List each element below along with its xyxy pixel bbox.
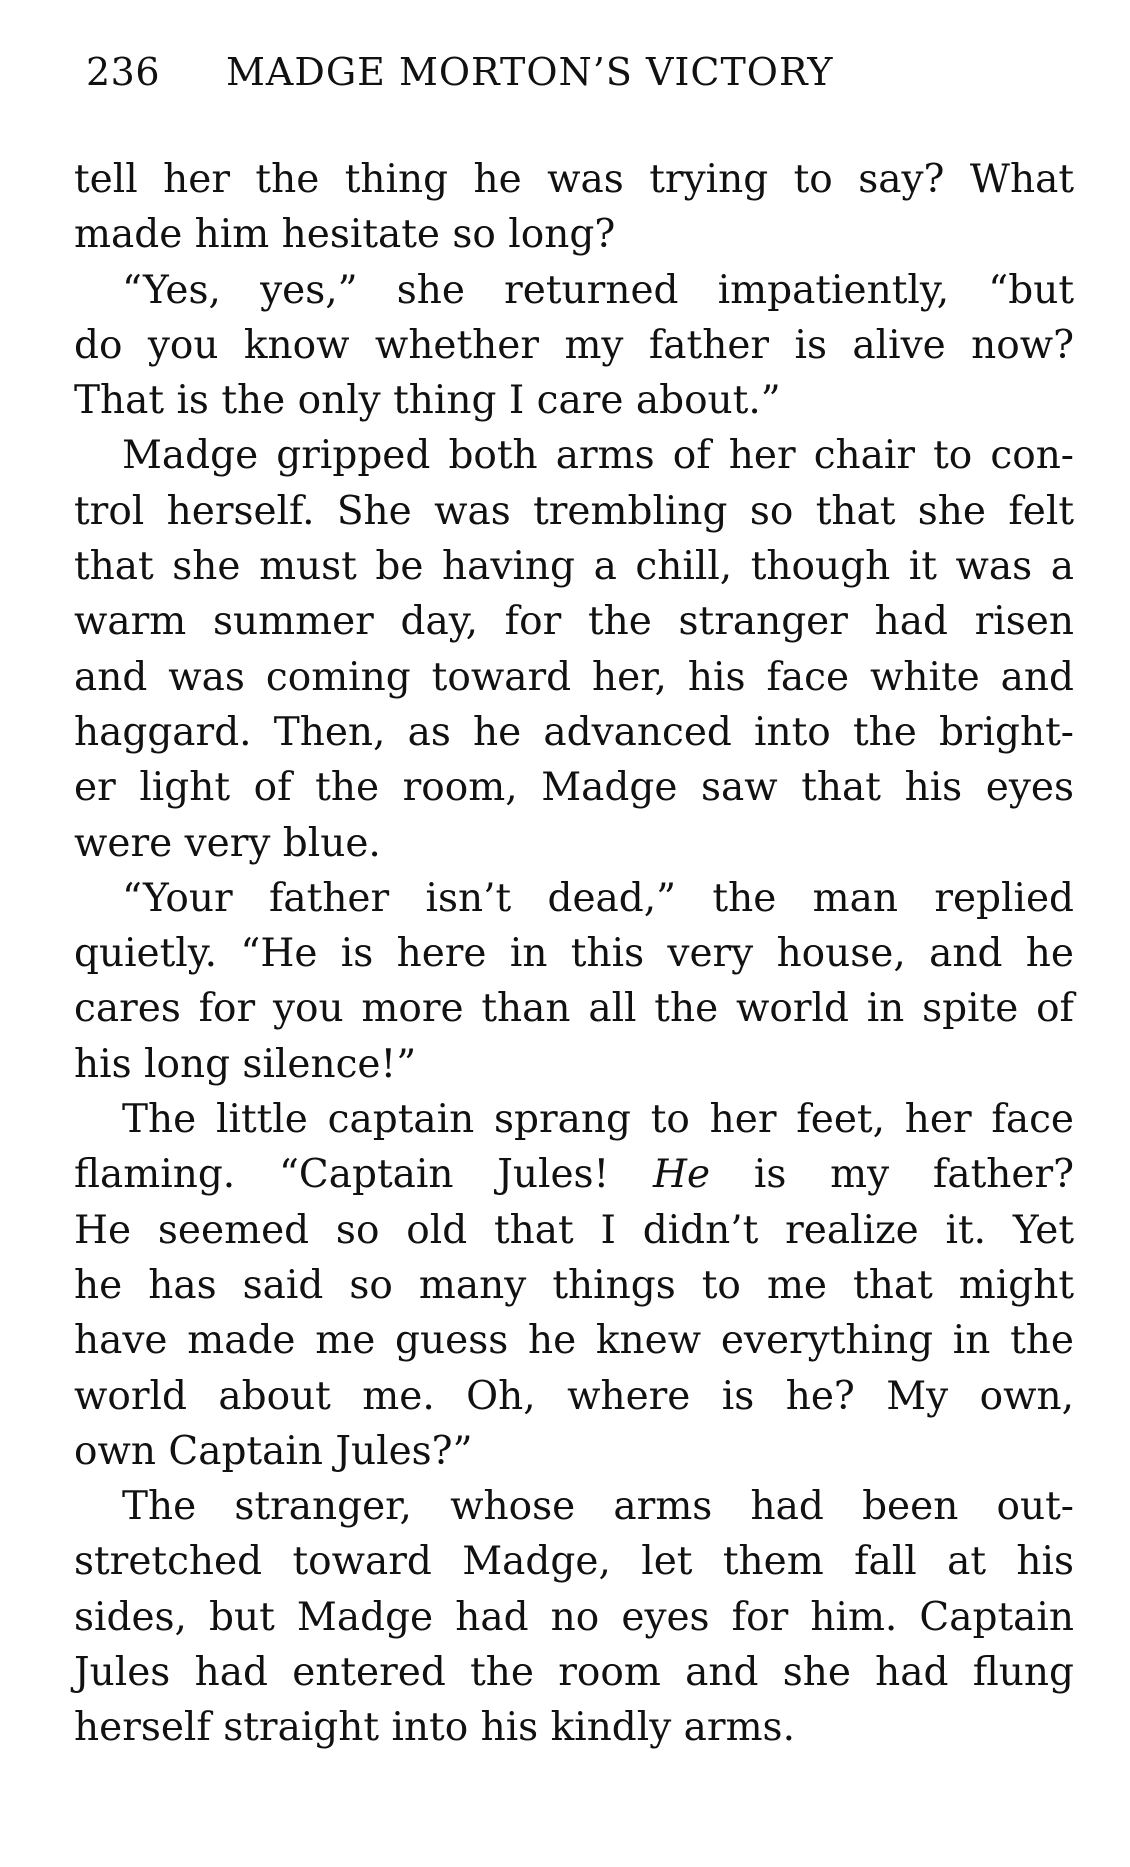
text-line: that she must be having a chill, though it was a (74, 544, 1074, 590)
text-line: “Yes, yes,” she returned impatiently, “but (122, 267, 1074, 313)
text-segment: is my father? (753, 1152, 1074, 1198)
text-segment: flaming. “Captain Jules! (74, 1152, 610, 1198)
text-line: The stranger, whose arms had been out- (122, 1484, 1074, 1530)
text-line: That is the only thing I care about.” (74, 378, 781, 424)
text-line: stretched toward Madge, let them fall at his (74, 1539, 1074, 1585)
text-line: world about me. Oh, where is he? My own, (74, 1373, 1074, 1419)
text-line: er light of the room, Madge saw that his eyes (74, 765, 1074, 811)
text-line: trol herself. She was trembling so that she felt (74, 488, 1074, 534)
text-line: and was coming toward her, his face white and (74, 654, 1074, 700)
text-line: were very blue. (74, 820, 381, 866)
text-line: have made me guess he knew everything in the (74, 1318, 1074, 1364)
text-line: own Captain Jules?” (74, 1428, 473, 1474)
text-line: cares for you more than all the world in spite of (74, 986, 1074, 1032)
text-line: he has said so many things to me that might (74, 1262, 1074, 1308)
text-line: sides, but Madge had no eyes for him. Captain (74, 1594, 1074, 1640)
page-number: 236 (86, 50, 161, 94)
text-line: haggard. Then, as he advanced into the bright- (74, 709, 1074, 755)
running-head (86, 42, 986, 102)
book-title: MADGE MORTON’S VICTORY (226, 50, 834, 94)
text-line: made him hesitate so long? (74, 212, 616, 258)
text-line: He seemed so old that I didn’t realize it. Yet (74, 1207, 1074, 1253)
body-text (74, 152, 1074, 1756)
text-line: tell her the thing he was trying to say? What (74, 157, 1074, 202)
text-line: quietly. “He is here in this very house, and he (74, 931, 1074, 977)
text-line: his long silence!” (74, 1041, 417, 1087)
text-line: Jules had entered the room and she had flung (74, 1650, 1074, 1696)
text-line (74, 1147, 1074, 1202)
text-line: herself straight into his kindly arms. (74, 1705, 795, 1751)
text-line: do you know whether my father is alive now? (74, 322, 1074, 368)
text-line: Madge gripped both arms of her chair to con- (122, 433, 1074, 479)
text-line: The little captain sprang to her feet, her face (122, 1097, 1074, 1143)
text-line: “Your father isn’t dead,” the man replied (122, 875, 1074, 921)
italic-emphasis: He (653, 1152, 711, 1198)
text-line: warm summer day, for the stranger had risen (74, 599, 1074, 645)
